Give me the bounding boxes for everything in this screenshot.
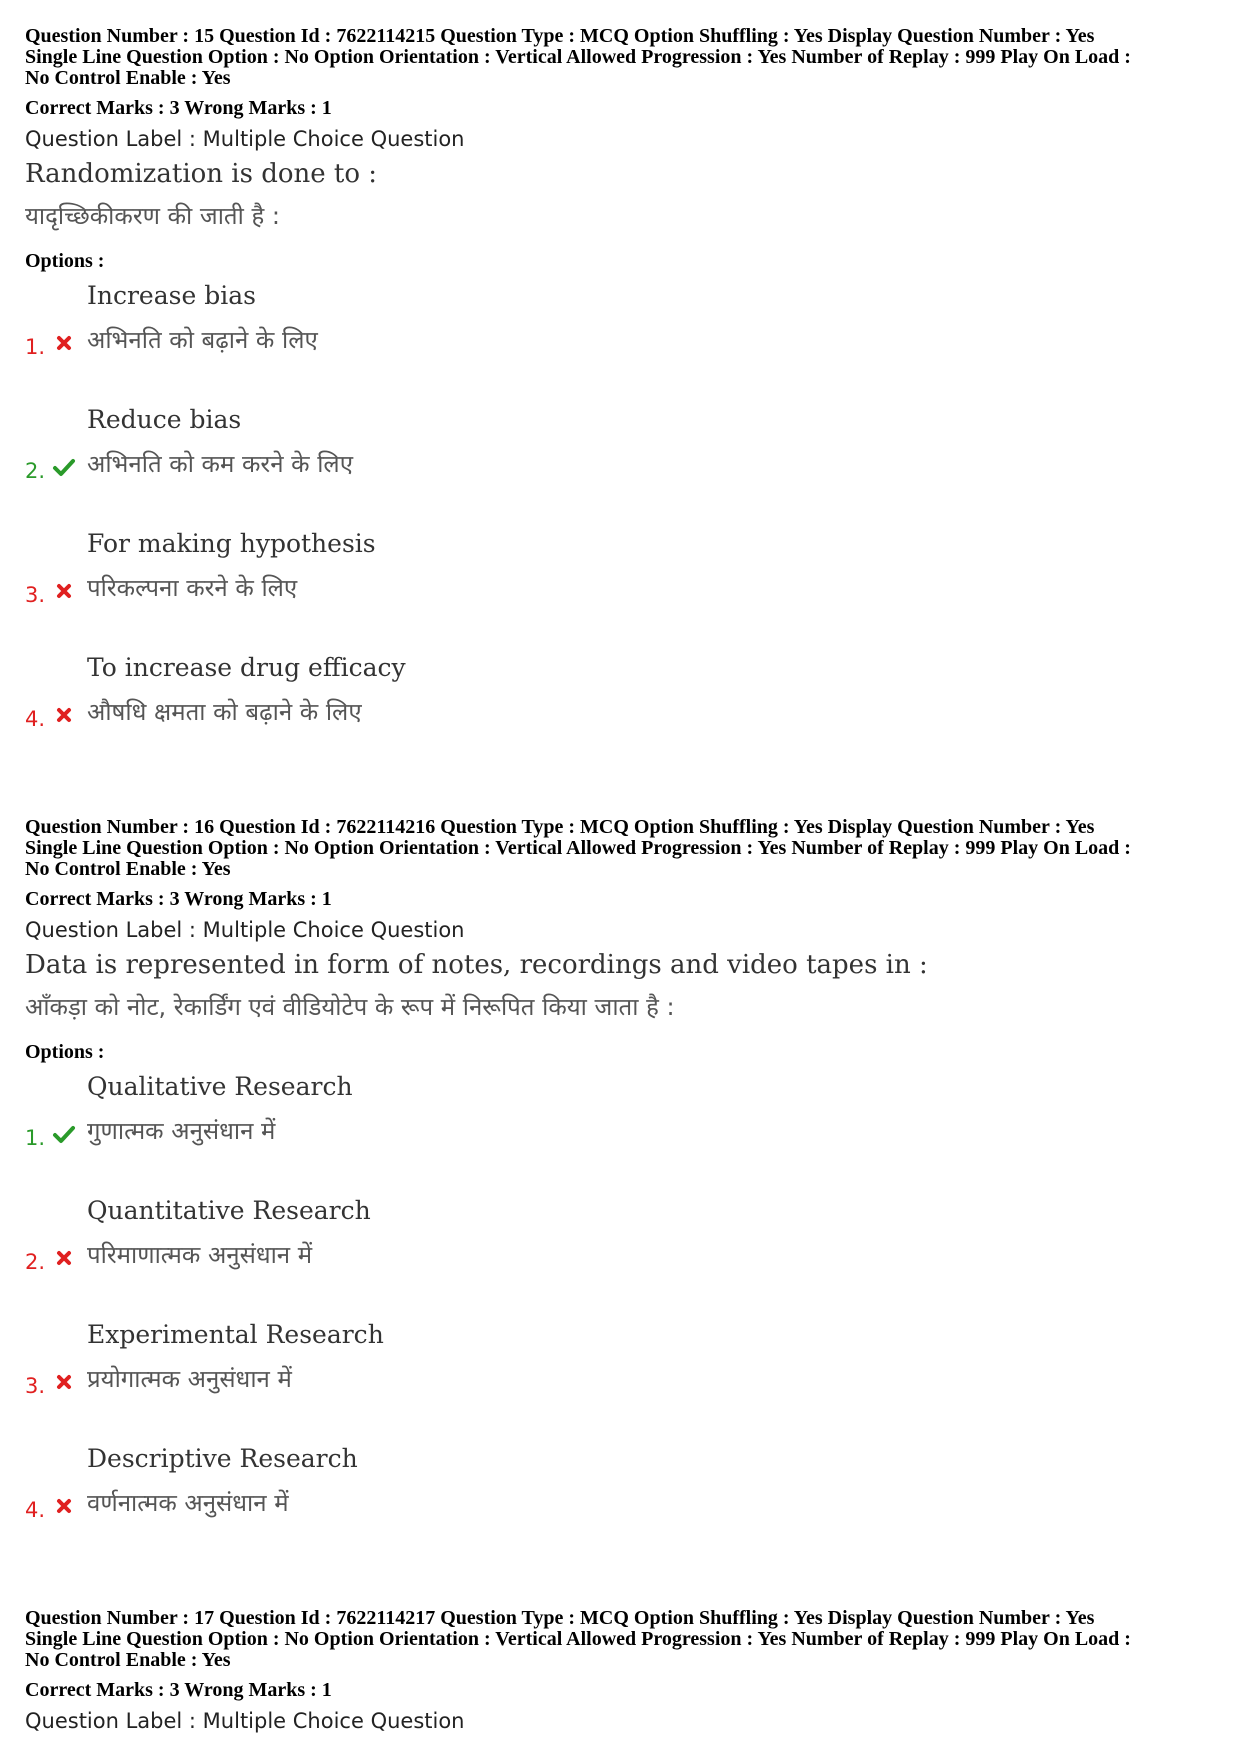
question-block-15 [25,26,1225,775]
option-text-en: For making hypothesis [87,529,376,558]
option-item [25,1318,1225,1442]
option-number: 1. [25,1126,46,1150]
option-text-hi: अभिनति को कम करने के लिए [87,450,353,478]
question-label: Question Label : Multiple Choice Question [25,127,465,151]
option-number: 3. [25,583,46,607]
option-text-en: Quantitative Research [87,1196,371,1225]
option-text-hi: औषधि क्षमता को बढ़ाने के लिए [87,698,362,726]
option-number: 2. [25,1250,46,1274]
cross-icon [52,1370,76,1394]
cross-icon [52,579,76,603]
option-item [25,1070,1225,1194]
question-meta-line2: Single Line Question Option : No Option Orientation : Vertical Allowed Progression : Yes Number of Replay : 999 Play On Load : [25,1628,1131,1650]
question-meta-line3: No Control Enable : Yes [25,858,231,880]
option-text-en: Reduce bias [87,405,242,434]
cross-icon [52,1246,76,1270]
question-block-17 [25,1608,1225,1734]
option-number: 3. [25,1374,46,1398]
option-number: 2. [25,459,46,483]
options-label: Options : [25,1041,105,1063]
question-marks: Correct Marks : 3 Wrong Marks : 1 [25,97,332,119]
question-meta-line2: Single Line Question Option : No Option Orientation : Vertical Allowed Progression : Yes Number of Replay : 999 Play On Load : [25,837,1131,859]
question-block-16 [25,817,1225,1566]
question-meta-line1: Question Number : 16 Question Id : 7622114216 Question Type : MCQ Option Shuffling : Yes Display Question Number : Yes [25,816,1095,838]
check-icon [52,455,76,479]
option-text-en: Experimental Research [87,1320,384,1349]
option-number: 4. [25,1498,46,1522]
cross-icon [52,1494,76,1518]
option-item [25,279,1225,403]
options-label: Options : [25,250,105,272]
option-text-hi: परिमाणात्मक अनुसंधान में [87,1241,313,1269]
option-text-en: To increase drug efficacy [87,653,406,682]
option-item [25,527,1225,651]
question-meta-line1: Question Number : 17 Question Id : 7622114217 Question Type : MCQ Option Shuffling : Yes Display Question Number : Yes [25,1607,1095,1629]
question-text-hi: आँकड़ा को नोट, रेकार्डिंग एवं वीडियोटेप के रूप में निरूपित किया जाता है : [25,993,675,1021]
question-meta-line3: No Control Enable : Yes [25,67,231,89]
options-list [25,1070,1225,1566]
question-label: Question Label : Multiple Choice Question [25,918,465,942]
option-item [25,1194,1225,1318]
check-icon [52,1122,76,1146]
option-item [25,1442,1225,1566]
question-label: Question Label : Multiple Choice Question [25,1709,465,1733]
option-text-en: Qualitative Research [87,1072,353,1101]
options-list [25,279,1225,775]
option-item [25,403,1225,527]
option-text-en: Increase bias [87,281,256,310]
question-text-en: Data is represented in form of notes, recordings and video tapes in : [25,950,928,980]
question-meta-line3: No Control Enable : Yes [25,1649,231,1671]
question-meta-line1: Question Number : 15 Question Id : 7622114215 Question Type : MCQ Option Shuffling : Yes Display Question Number : Yes [25,25,1095,47]
option-text-hi: गुणात्मक अनुसंधान में [87,1117,276,1145]
question-marks: Correct Marks : 3 Wrong Marks : 1 [25,1679,332,1701]
option-text-hi: वर्णनात्मक अनुसंधान में [87,1489,289,1517]
question-text-hi: यादृच्छिकीकरण की जाती है : [25,202,280,230]
option-item [25,651,1225,775]
option-text-hi: प्रयोगात्मक अनुसंधान में [87,1365,292,1393]
option-text-hi: अभिनति को बढ़ाने के लिए [87,326,318,354]
option-text-hi: परिकल्पना करने के लिए [87,574,298,602]
question-meta-line2: Single Line Question Option : No Option Orientation : Vertical Allowed Progression : Yes Number of Replay : 999 Play On Load : [25,46,1131,68]
option-text-en: Descriptive Research [87,1444,358,1473]
cross-icon [52,703,76,727]
question-marks: Correct Marks : 3 Wrong Marks : 1 [25,888,332,910]
cross-icon [52,331,76,355]
option-number: 1. [25,335,46,359]
option-number: 4. [25,707,46,731]
question-text-en: Randomization is done to : [25,159,378,189]
